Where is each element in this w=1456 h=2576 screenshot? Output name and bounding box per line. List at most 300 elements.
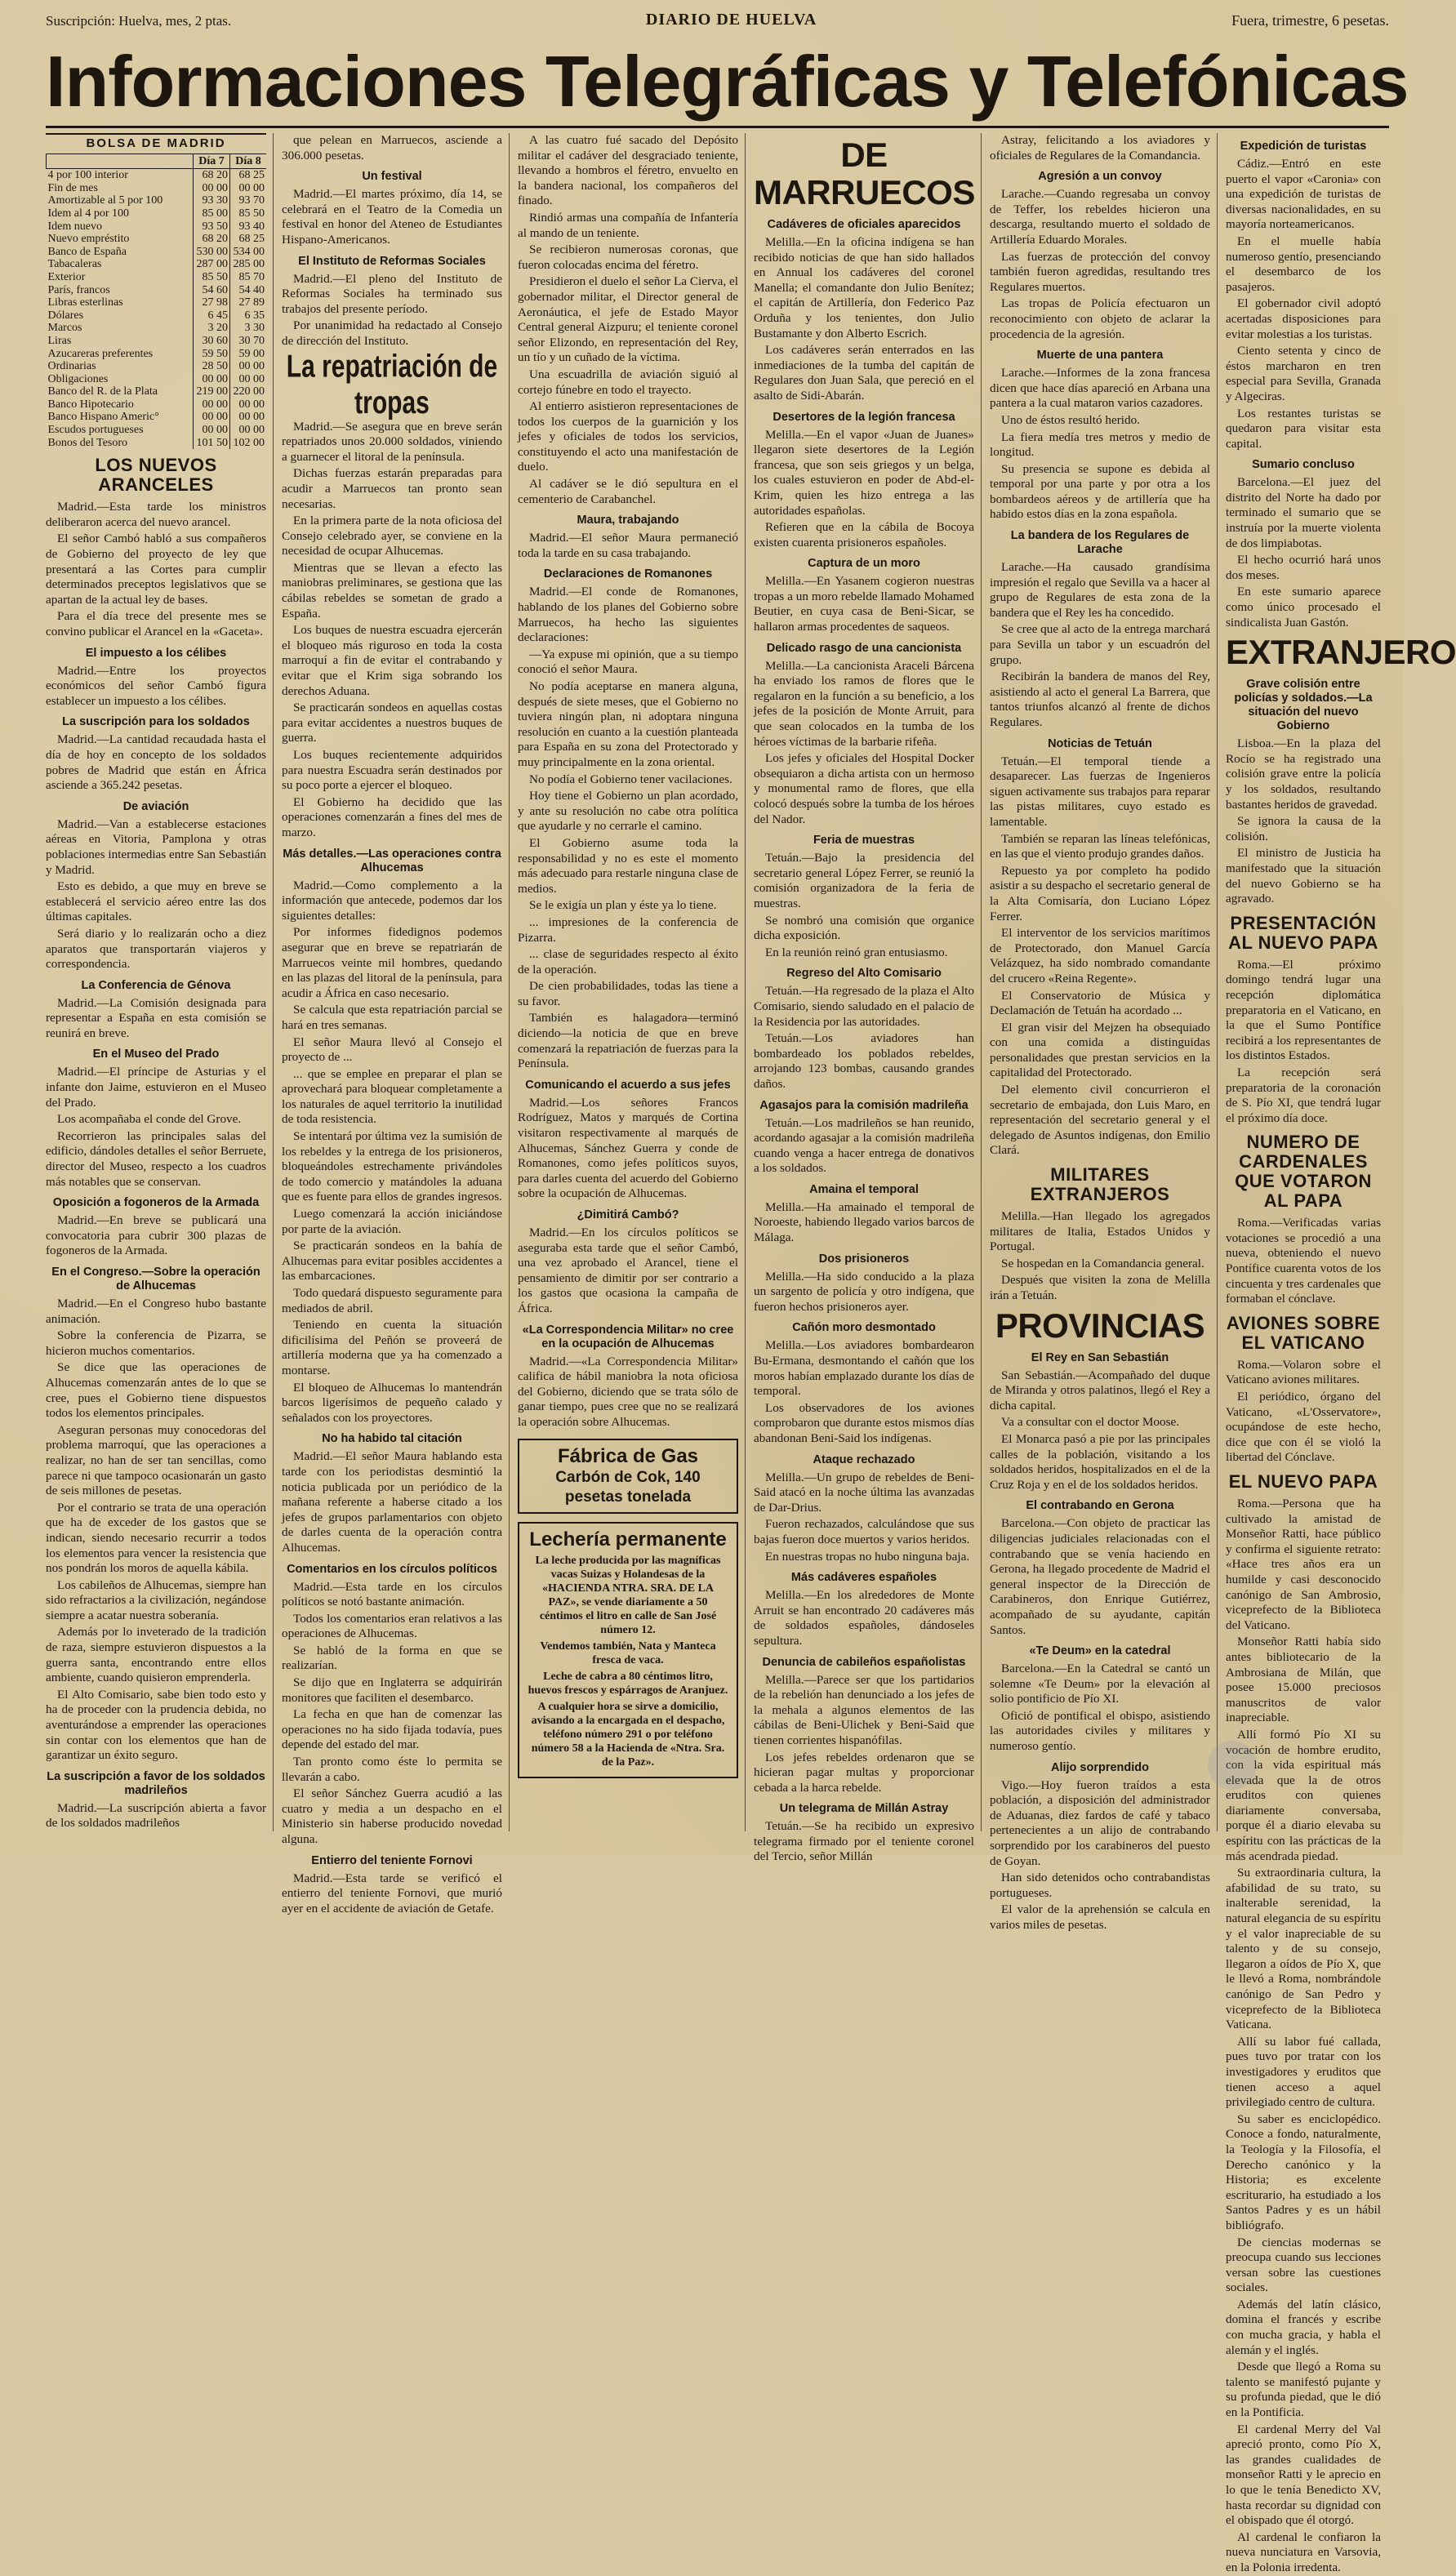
bolsa-row	[47, 411, 267, 424]
bolsa-row	[47, 437, 267, 450]
bolsa-value: 68 25	[230, 233, 267, 246]
article-paragraph: Melilla.—Ha sido conducido a la plaza un sargento de policía y otro indígena, que fueron hechos prisioneros ayer.	[754, 1269, 974, 1314]
article-heading: Noticias de Tetuán	[1048, 736, 1152, 750]
bolsa-value: 93 70	[230, 194, 267, 207]
article-paragraph: Se ignora la causa de la colisión.	[1226, 814, 1381, 843]
article-paragraph: Al entierro asistieron representaciones de todos los cuerpos de la guarnición y los jefes y oficiales de todos los servicios, constituyendo el acto una manifestación de duelo.	[518, 399, 738, 474]
article-paragraph: Se practicarán sondeos en aquellas costas para evitar accidentes a nuestros buques de guerra.	[282, 701, 502, 745]
bolsa-item: Tabacaleras	[47, 258, 102, 271]
bolsa-item: Fin de mes	[47, 181, 98, 194]
article-paragraph: En la reunión reinó gran entusiasmo.	[765, 945, 948, 959]
article-heading: Comunicando el acuerdo a sus jefes	[525, 1078, 731, 1092]
article-paragraph: Madrid.—La Comisión designada para representar a España en esta comisión se reunirá en breve.	[46, 995, 266, 1040]
article-paragraph: Del elemento civil concurrieron el secretario de embajada, don Luis Maro, en representación del secretario general y el delegado de Asuntos indígenas, don Emilio Clará.	[990, 1083, 1210, 1158]
article-paragraph: Teniendo en cuenta la situación dificilísima del Peñón se proveerá de artillería moderna que ya ha comenzado a montarse.	[282, 1318, 502, 1377]
bolsa-value: 3 20	[194, 322, 230, 335]
article-paragraph: Se calcula que esta repatriación parcial se hará en tres semanas.	[282, 1003, 502, 1032]
article-paragraph: Refieren que en la cábila de Bocoya existen cuarenta prisioneros españoles.	[754, 520, 974, 549]
article-paragraph: El ministro de Justicia ha manifestado que la situación del nuevo Gobierno se ha agravado.	[1226, 846, 1381, 906]
article-paragraph: El hecho ocurrió hará unos dos meses.	[1226, 553, 1381, 582]
article-paragraph: Cádiz.—Entró en este puerto el vapor «Caronia» con una expedición de turistas de diversas nacionalidades, en su mayoría norteamericanos.	[1226, 157, 1381, 232]
article-paragraph: Será diario y lo realizarán ocho a diez aparatos que transportarán viajeros y correspondencia.	[46, 926, 266, 972]
article-paragraph: La fiera medía tres metros y medio de longitud.	[990, 429, 1210, 460]
article-heading: No ha habido tal citación	[322, 1432, 462, 1446]
article-heading: Expedición de turistas	[1240, 140, 1367, 153]
article-heading: Maura, trabajando	[577, 514, 679, 527]
bolsa-value: 85 00	[194, 207, 230, 220]
bolsa-value: 27 98	[194, 296, 230, 309]
article-heading: Ataque rechazado	[813, 1453, 915, 1466]
article-paragraph: Ofició de pontifical el obispo, asistiendo las autoridades civiles y militares y numeroso gentío.	[990, 1708, 1210, 1754]
bolsa-item: París, francos	[47, 283, 110, 296]
bolsa-row	[47, 424, 267, 437]
article-heading: Dos prisioneros	[818, 1252, 910, 1266]
article-heading: Comentarios en los círculos políticos	[287, 1562, 497, 1576]
article-paragraph: La recepción será preparatoria de la coronación de S. Pío XI, que tendrá lugar el próximo día doce.	[1226, 1065, 1381, 1125]
article-paragraph: Allí formó Pío XI su vocación de hombre erudito, con la vida espiritual más elevada que la de otros eruditos con quienes diariamente conversaba, porque él a diario elevaba su espíritu con las prácticas de la más acendrada piedad.	[1226, 1727, 1381, 1863]
section-heading: La repatriación de tropas	[286, 349, 498, 420]
article-paragraph: Su presencia se supone es debida al temporal por una parte y por otra a los bombardeos aéreos y de artillería que ha habido estos días en la zona española.	[990, 461, 1210, 522]
article-paragraph: Melilla.—Los aviadores bombardearon Bu-Ermana, desmontando el cañón que los moros habían emplazado durante los días de temporal.	[754, 1338, 974, 1399]
column-5	[990, 133, 1218, 1932]
article-paragraph: Tetuán.—Bajo la presidencia del secretario general López Ferrer, se reunió la comisión organizadora de la feria de muestras.	[754, 851, 974, 910]
article-paragraph: Monseñor Ratti había sido antes bibliotecario de la Ambrosiana de Milán, que posee 15.000 preciosos manuscritos de valor inapreciable.	[1226, 1635, 1381, 1725]
article-paragraph: Tetuán.—Se ha recibido un expresivo telegrama firmado por el teniente coronel del Tercio, señor Millán	[754, 1819, 974, 1864]
article-paragraph: Melilla.—En Yasanem cogieron nuestras tropas a un moro rebelde llamado Mohamed Beutier, en cuya casa de Beni-Sicar, se hallaron armas procedentes de saqueos.	[754, 574, 974, 634]
dairy-ad	[518, 1522, 738, 1778]
article-paragraph: ... que se emplee en preparar el plan se aprovechará para bloquear completamente a los naturales de aquel territorio la inutilidad de toda resistencia.	[282, 1066, 502, 1127]
bolsa-row	[47, 360, 267, 373]
article-heading: El impuesto a los célibes	[85, 646, 227, 660]
article-paragraph: Los cabileños de Alhucemas, siempre han sido refractarios a la civilización, negándose siempre a acatar nuestra soberanía.	[46, 1577, 266, 1622]
section-heading: LOS NUEVOS ARANCELES	[95, 455, 217, 496]
article-paragraph: Madrid.—Esta tarde se verificó el entierro del teniente Fornovi, que murió ayer en el accidente de aviación de Getafe.	[282, 1871, 502, 1915]
article-heading: Agresión a un convoy	[1038, 170, 1162, 184]
bolsa-item: Banco del R. de la Plata	[47, 385, 158, 398]
article-paragraph: Se dijo que en Inglaterra se adquirirán monitores que faciliten el desembarco.	[282, 1675, 502, 1705]
bolsa-item: Banco Hipotecario	[47, 398, 134, 411]
article-paragraph: Se cree que al acto de la entrega marchará para Sevilla un tabor y un escuadrón del grupo.	[990, 622, 1210, 667]
bolsa-row	[47, 385, 267, 398]
article-paragraph: Madrid.—El martes próximo, día 14, se celebrará en el Teatro de la Comedia un festival en honor del Ateneo de Estudiantes Hispano-Americanos.	[282, 187, 502, 247]
article-heading: Cadáveres de oficiales aparecidos	[767, 218, 961, 231]
bolsa-value: 220 00	[230, 385, 267, 398]
article-paragraph: También se reparan las líneas telefónicas, en las que el viento produjo grandes daños.	[990, 831, 1210, 861]
article-paragraph: Los jefes rebeldes ordenaron que se hicieran pagar multas y proporcionar cebada a la harca rebelde.	[754, 1750, 974, 1795]
bolsa-item: Idem al 4 por 100	[47, 207, 130, 220]
bolsa-row	[47, 322, 267, 335]
bolsa-value: 101 50	[194, 437, 230, 450]
article-paragraph: Esto es debido, a que muy en breve se establecerá el servicio aéreo entre las dos últimas capitales.	[46, 879, 266, 924]
bolsa-value: 287 00	[194, 258, 230, 271]
bolsa-value: 68 25	[230, 169, 267, 182]
section-heading: DE MARRUECOS	[754, 136, 975, 211]
article-paragraph: Luego comenzará la acción iniciándose por parte de la aviación.	[282, 1207, 502, 1236]
article-paragraph: De ciencias modernas se preocupa cuando sus lecciones versan sobre las cuestiones sociales.	[1226, 2235, 1381, 2295]
article-paragraph: Tetuán.—Ha regresado de la plaza el Alto Comisario, siendo saludado en el palacio de la Residencia por las autoridades.	[754, 984, 974, 1029]
article-paragraph: Al cardenal le confiaron la nueva nunciatura en Varsovia, en la Polonia irredenta.	[1226, 2529, 1381, 2574]
bolsa-value: 00 00	[230, 398, 267, 412]
section-heading: AVIONES SOBRE EL VATICANO	[1226, 1312, 1381, 1353]
article-paragraph: Madrid.—Los señores Francos Rodríguez, Matos y marqués de Cortina visitaron respectivamente al marqués de Alhucemas, Sánchez Guerra y conde de Romanones, como jefes políticos suyos, para darles cuenta del acuerdo del Gobierno sobre la ocupación de Alhucemas.	[518, 1095, 738, 1201]
bolsa-value: 3 30	[230, 322, 267, 335]
bolsa-value: 00 00	[194, 424, 230, 437]
article-paragraph: Los restantes turistas se quedaron para visitar esta capital.	[1226, 406, 1381, 451]
article-paragraph: Vigo.—Hoy fueron traídos a esta población, a disposición del administrador de Aduanas, diez fardos de café y tabaco pertenecientes a un alijo de contrabando sorprendido por los carabineros del puesto de Goyan.	[990, 1777, 1210, 1868]
bolsa-value: 00 00	[230, 424, 267, 437]
column-2	[282, 133, 510, 1915]
article-paragraph: Madrid.—En los círculos políticos se aseguraba esta tarde que el señor Cambó, una vez aprobado el Arancel, tiene el pensamiento de dimitir por ser contrario a los gastos que ocasiona la campaña de África.	[518, 1226, 738, 1315]
article-paragraph: Han sido detenidos ocho contrabandistas portugueses.	[990, 1871, 1210, 1900]
article-paragraph: Melilla.—Parece ser que los partidarios de la rebelión han denunciado a los jefes de la mehala a algunos elementos de las cábilas de Beni-Ulichek y Beni-Said que tienen corrientes hispanófilas.	[754, 1672, 974, 1747]
ad-subtitle: Carbón de Cok, 140 pesetas tonelada	[555, 1468, 701, 1506]
article-paragraph: Madrid.—La suscripción abierta a favor de los soldados madrileños	[46, 1800, 266, 1831]
article-paragraph: El señor Maura llevó al Consejo el proyecto de ...	[282, 1034, 502, 1065]
article-paragraph: El Alto Comisario, sabe bien todo esto y ha de proceder con la prudencia debida, no aventurándose a emprender las operaciones sin contar con los elementos que han de garantizar un éxito seguro.	[46, 1687, 266, 1763]
article-paragraph: Al cadáver se le dió sepultura en el cementerio de Carabanchel.	[518, 477, 738, 506]
ad-line: La leche producida por las magníficas vacas Suizas y Holandesas de la «HACIENDA NTRA. SRA. DE LA PAZ», se vende diariamente a 50 céntimos el litro en calle de San José número 12.	[535, 1554, 721, 1636]
article-heading: Denuncia de cabileños españolistas	[762, 1655, 966, 1669]
article-paragraph: El periódico, órgano del Vaticano, «L'Osservatore», ocupándose de este hecho, dice que con él se violó la libertad del Cónclave.	[1226, 1390, 1381, 1465]
article-paragraph: Se recibieron numerosas coronas, que fueron colocadas encima del féretro.	[518, 242, 738, 272]
bolsa-value: 59 50	[194, 348, 230, 361]
bolsa-row	[47, 220, 267, 234]
article-paragraph: Madrid.—El pleno del Instituto de Reformas Sociales ha terminado sus trabajos del presente período.	[282, 271, 502, 316]
bolsa-value: 530 00	[194, 246, 230, 259]
article-paragraph: San Sebastián.—Acompañado del duque de Miranda y otros palatinos, llegó el Rey a dicha capital.	[990, 1368, 1210, 1413]
article-paragraph: Se le exigía un plan y éste ya lo tiene.	[529, 898, 717, 913]
article-paragraph: Recorrieron las principales salas del edificio, dándoles detalles el señor Berruete, director del Museo, respecto a los cuadros más notables que se conservan.	[46, 1128, 266, 1189]
article-paragraph: Uno de éstos resultó herido.	[1001, 412, 1140, 427]
article-paragraph: Lisboa.—En la plaza del Rocío se ha registrado una colisión grave entre la policía y los soldados, resultando bastantes heridos de gravedad.	[1226, 736, 1381, 812]
article-paragraph: Melilla.—En los alrededores de Monte Arruit se han encontrado 20 cadáveres más de soldados españoles, dándoseles sepultura.	[754, 1588, 974, 1648]
article-heading: Captura de un moro	[808, 557, 920, 571]
article-paragraph: Todo quedará dispuesto seguramente para mediados de abril.	[282, 1286, 502, 1315]
article-paragraph: Barcelona.—Con objeto de practicar las diligencias judiciales relacionadas con el contrabando que se venía haciendo en Gerona, ha llegado procedente de Madrid el general inspector de la Dirección de Carabineros, don Enrique Gutiérrez, acompañado de su ayudante, capitán Santos.	[990, 1516, 1210, 1637]
article-heading: El contrabando en Gerona	[1026, 1499, 1174, 1513]
bolsa-value: 68 20	[194, 169, 230, 182]
article-heading: La suscripción a favor de los soldados madrileños	[47, 1769, 265, 1797]
article-paragraph: Madrid.—Esta tarde los ministros deliberaron acerca del nuevo arancel.	[46, 500, 266, 529]
bolsa-row	[47, 182, 267, 195]
article-heading: «Te Deum» en la catedral	[1029, 1644, 1171, 1658]
bolsa-row	[47, 258, 267, 271]
article-paragraph: Melilla.—En la oficina indígena se han recibido noticias de que han sido hallados en Annual los cadáveres del coronel Manella; el comandante don Julio Benítez; el capitán de Artillería, don Federico Paz Orduña y los tenientes, don Julio Bustamante y don Alberto Escrich.	[754, 235, 974, 340]
bolsa-row	[47, 246, 267, 259]
bolsa-value: 54 60	[194, 284, 230, 297]
bolsa-value: 93 50	[194, 220, 230, 234]
article-paragraph: ... impresiones de la conferencia de Pizarra.	[518, 914, 738, 945]
article-paragraph: También es halagadora—terminó diciendo—la noticia de que en breve comenzará la repatriación de fuerzas para la Península.	[518, 1011, 738, 1071]
bolsa-value: 219 00	[194, 385, 230, 398]
bolsa-value: 00 00	[194, 182, 230, 195]
article-paragraph: Desde que llegó a Roma su talento se manifestó pujante y su profunda piedad, que le dió en la Pontificia.	[1226, 2360, 1381, 2420]
article-heading: La Conferencia de Génova	[81, 978, 231, 992]
article-heading: Más cadáveres españoles	[790, 1571, 937, 1585]
section-heading: PRESENTACIÓN AL NUEVO PAPA	[1228, 912, 1378, 953]
bolsa-row	[47, 309, 267, 323]
bolsa-item: Liras	[47, 334, 72, 347]
article-paragraph: Roma.—Volaron sobre el Vaticano aviones militares.	[1226, 1357, 1381, 1387]
article-paragraph: Su extraordinaria cultura, la afabilidad de su trato, su inalterable serenidad, la natural elegancia de su espíritu y el valor inapreciable de su talento y de su consejo, llegaron a oídos de Pío X, que le llevó a Roma, nombrándole canónigo de San Pedro y viceprefecto de la Biblioteca Vaticana.	[1226, 1866, 1381, 2032]
price-note: Fuera, trimestre, 6 pesetas.	[1231, 12, 1389, 29]
column-1	[46, 133, 274, 1831]
bolsa-row	[47, 296, 267, 309]
bolsa-row	[47, 348, 267, 361]
article-heading: En el Museo del Prado	[92, 1048, 220, 1061]
article-paragraph: Madrid.—El conde de Romanones, hablando de los planes del Gobierno sobre Marruecos, ha hecho las siguientes declaraciones:	[518, 585, 738, 645]
article-heading: Oposición a fogoneros de la Armada	[52, 1196, 260, 1210]
bolsa-value: 00 00	[194, 373, 230, 386]
bolsa-header-row	[47, 154, 267, 169]
ad-line: Vendemos también, Nata y Manteca fresca de vaca.	[540, 1639, 716, 1666]
article-heading: ¿Dimitirá Cambó?	[577, 1208, 679, 1221]
article-paragraph: Se hospedan en la Comandancia general.	[1001, 1256, 1204, 1270]
article-heading: «La Correspondencia Militar» no cree en la ocupación de Alhucemas	[522, 1323, 734, 1350]
article-paragraph: Los jefes y oficiales del Hospital Docker obsequiaron a dicha artista con un hermoso y monumental ramo de flores, que ella colocó después sobre la tumba de los héroes del Nador.	[754, 751, 974, 826]
bolsa-item: Banco Hispano Americ°	[47, 411, 159, 424]
article-heading: En el Congreso.—Sobre la operación de Alhucemas	[51, 1266, 260, 1292]
article-paragraph: Madrid.—Se asegura que en breve serán repatriados unos 20.000 soldados, viniendo a guarnecer el litoral de la península.	[282, 419, 502, 464]
article-heading: Delicado rasgo de una cancionista	[766, 641, 962, 655]
bolsa-row	[47, 271, 267, 284]
article-paragraph: Madrid.—«La Correspondencia Militar» califica de hábil maniobra la nota oficiosa del Gobierno, diciendo que se trata sólo de ganar tiempo, pues cree que no se realizará la operación sobre Alhucemas.	[518, 1354, 738, 1429]
section-heading: MILITARES EXTRANJEROS	[1030, 1164, 1170, 1205]
article-heading: Regreso del Alto Comisario	[786, 967, 942, 981]
article-paragraph: Dichas fuerzas estarán preparadas para acudir a Marruecos tan pronto sean necesarias.	[282, 466, 502, 511]
article-paragraph: Una escuadrilla de aviación siguió al cortejo fúnebre en todo el trayecto.	[518, 367, 738, 397]
article-paragraph: El interventor de los servicios marítimos de Protectorado, don Manuel García Velázquez, ha sido nombrado comandante del crucero «Reina Regente».	[990, 926, 1210, 985]
paper-name: DIARIO DE HUELVA	[645, 11, 817, 29]
article-paragraph: Roma.—Persona que ha cultivado la amistad de Monseñor Ratti, hace público y confirma el siguiente retrato: «Hace tres años era un humilde y casi desconocido canónigo de San Ambrosio, viceprefecto de la Biblioteca del Vaticano.	[1226, 1497, 1381, 1632]
article-paragraph: Se intentará por última vez la sumisión de los rebeldes y la entrega de los prisioneros, bloqueándoles estrechamente privándoles de todo comercio y matándoles la aduana que es fuente para ellos de grandes ingresos.	[282, 1129, 502, 1204]
bolsa-row	[47, 207, 267, 220]
article-paragraph: El Gobierno ha decidido que las operaciones comenzarán a fines del mes de marzo.	[282, 794, 502, 839]
article-paragraph: Roma.—El próximo domingo tendrá lugar una recepción diplomática preparatoria en el Vaticano, en la que el Sumo Pontífice recibirá a los representantes de los distintos Estados.	[1226, 957, 1381, 1063]
bolsa-value: 102 00	[230, 437, 267, 450]
article-heading: Cañón moro desmontado	[792, 1321, 936, 1335]
article-paragraph: En este sumario aparece como único procesado el sindicalista Juan Gastón.	[1226, 585, 1381, 630]
article-paragraph: Presidieron el duelo el señor La Cierva, el gobernador militar, el Director general de Aeronáutica, el jefe de Estado Mayor Central general Aizpuru; el teniente coronel señor Elizondo, en representación del Rey, un tío y un cuñado de la víctima.	[518, 274, 738, 365]
bolsa-header-blank	[47, 154, 194, 169]
article-paragraph: Los buques de nuestra escuadra ejercerán el bloqueo más riguroso en toda la costa marroquí a fin de evitar el contrabando y evitar que el Krim siga sobrando los derechos Aduana.	[282, 623, 502, 698]
bolsa-item: Libras esterlinas	[47, 296, 123, 309]
article-heading: Desertores de la legión francesa	[773, 410, 955, 424]
article-paragraph: En nuestras tropas no hubo ninguna baja.	[765, 1549, 970, 1564]
bolsa-value: 00 00	[194, 398, 230, 412]
bolsa-value: 85 70	[230, 271, 267, 284]
article-paragraph: Madrid.—Esta tarde en los círculos políticos se notó bastante animación.	[282, 1579, 502, 1609]
article-paragraph: Los acompañaba el conde del Grove.	[57, 1112, 242, 1127]
article-paragraph: Los buques recientemente adquiridos para nuestra Escuadra serán destinados por su poco porte a ejercer el bloqueo.	[282, 748, 502, 793]
article-heading: De aviación	[122, 799, 189, 813]
article-paragraph: El Monarca pasó a pie por las principales calles de la población, visitando a los soldados heridos, hospitalizados en el de la Cruz Roja y en el de los soldados heridos.	[990, 1431, 1210, 1492]
article-paragraph: Tetuán.—Los aviadores han bombardeado los poblados rebeldes, arrojando 123 bombas, causando grandes daños.	[754, 1031, 974, 1091]
article-paragraph: Fueron rechazados, calculándose que sus bajas fueron doce muertos y varios heridos.	[754, 1517, 974, 1546]
article-heading: Alijo sorprendido	[1050, 1760, 1150, 1774]
article-paragraph: Se dice que las operaciones de Alhucemas comenzarán antes de lo que se cree, pues el Gobierno tiene dispuestos todos los elementos principales.	[46, 1360, 266, 1421]
article-paragraph: El gobernador civil adoptó acertadas disposiciones para evitar molestias a los turistas.	[1226, 296, 1381, 341]
section-heading: PROVINCIAS	[995, 1306, 1205, 1345]
article-paragraph: El gran visir del Mejzen ha obsequiado con una comida a distinguidas personalidades que prestan servicios en la capitalidad del Protectorado.	[990, 1020, 1210, 1080]
article-paragraph: El cardenal Merry del Val apreció pronto, como Pío X, las grandes cualidades de monseñor Ratti y le aprecio en lo que le tenía Benedicto XV, hasta recordar su dignidad con el obispado que él otorgó.	[1226, 2422, 1381, 2528]
bolsa-value: 00 00	[230, 182, 267, 195]
subscription-note: Suscripción: Huelva, mes, 2 ptas.	[46, 13, 232, 29]
bolsa-value: 00 00	[230, 360, 267, 373]
ad-line: A cualquier hora se sirve a domicilio, avisando a la encargada en el despacho, teléfono número 291 o por teléfono número 58 a la Hacienda de «Ntra. Sra. de la Paz».	[531, 1700, 725, 1768]
article-heading: Sumario concluso	[1252, 458, 1355, 472]
bolsa-row	[47, 398, 267, 412]
article-paragraph: Repuesto ya por completo ha podido asistir a su despacho el secretario general de la Alta Comisaría, don Luciano López Ferrer.	[990, 863, 1210, 923]
article-heading: El Rey en San Sebastián	[1031, 1350, 1169, 1364]
column-4	[754, 133, 982, 1864]
library-stamp	[1208, 1741, 1257, 1790]
article-paragraph: Además del latín clásico, domina el francés y escribe con mucha gracia, y habla el alemán y el inglés.	[1226, 2297, 1381, 2357]
article-paragraph: Su saber es enciclopédico. Conoce a fondo, naturalmente, la Teología y la Filosofía, el Derecho canónico y la Historia; es excelente escriturario, ha estudiado a los Santos Padres y es un hábil bibliógrafo.	[1226, 2111, 1381, 2232]
bolsa-value: 28 50	[194, 360, 230, 373]
article-paragraph: Rindió armas una compañía de Infantería al mando de un teniente.	[518, 210, 738, 240]
article-paragraph: —Ya expuse mi opinión, que a su tiempo conoció el señor Maura.	[518, 647, 738, 677]
bolsa-item: Escudos portugueses	[47, 424, 144, 437]
bolsa-value: 59 00	[230, 348, 267, 361]
article-paragraph: Se practicarán sondeos en la bahía de Alhucemas para evitar posibles accidentes a las embarcaciones.	[282, 1239, 502, 1284]
article-paragraph: Melilla.—Han llegado los agregados militares de Italia, Estados Unidos y Portugal.	[990, 1209, 1210, 1254]
bolsa-item: Idem nuevo	[47, 220, 102, 233]
section-heading: EL NUEVO PAPA	[1228, 1471, 1378, 1492]
article-paragraph: No podía aceptarse en manera alguna, después de siete meses, que el Gobierno no tuviera ningún plan, ni adoptara ninguna resolución en cuanto a la cuestión planteada para España en su zona del Protectorado y muy principalmente en la zona oriental.	[518, 679, 738, 769]
bolsa-item: Marcos	[47, 322, 82, 335]
article-paragraph: A las cuatro fué sacado del Depósito militar el cadáver del desgraciado teniente, llevando a hombros el féretro, envuelto en la bandera nacional, los compañeros del finado.	[518, 133, 738, 208]
article-paragraph: Los observadores de los aviones comprobaron que durante estos mismos días abandonan Beni-Said los indígenas.	[754, 1400, 974, 1445]
article-paragraph: De cien probabilidades, todas las tiene a su favor.	[518, 979, 738, 1008]
bolsa-item: Ordinarias	[47, 360, 96, 373]
article-paragraph: En la primera parte de la nota oficiosa del Consejo celebrado ayer, se conviene en la necesidad de ocupar Alhucemas.	[282, 514, 502, 558]
article-paragraph: Barcelona.—El juez del distrito del Norte ha dado por terminado el sumario que se instruía por la muerte violenta de dos limpiabotas.	[1226, 475, 1381, 550]
bolsa-row	[47, 373, 267, 386]
article-heading: Muerte de una pantera	[1036, 349, 1164, 363]
bolsa-value: 68 20	[194, 233, 230, 246]
article-paragraph: El bloqueo de Alhucemas lo mantendrán barcos ligerísimos de pequeño calado y señalados con los proyectores.	[282, 1380, 502, 1425]
bolsa-item: Bonos del Tesoro	[47, 436, 128, 449]
masthead	[46, 8, 1389, 29]
article-paragraph: Todos los comentarios eran relativos a las operaciones de Alhucemas.	[282, 1611, 502, 1641]
article-paragraph: Madrid.—La cantidad recaudada hasta el día de hoy en concepto de los soldados pobres de Madrid que están en África asciende a 365.242 pesetas.	[46, 732, 266, 793]
bolsa-item: Azucareras preferentes	[47, 347, 154, 360]
article-paragraph: Allí su labor fué callada, pues tuvo por tratar con los investigadores y eruditos que tienen acceso a aquel privilegiado centro de cultura.	[1226, 2034, 1381, 2110]
article-paragraph: Se nombró una comisión que organice dicha exposición.	[754, 913, 974, 943]
bolsa-header-day8: Día 8	[230, 154, 267, 169]
bolsa-value: 93 40	[230, 220, 267, 234]
article-paragraph: que pelean en Marruecos, asciende a 306.000 pesetas.	[282, 133, 502, 162]
article-paragraph: Después que visiten la zona de Melilla irán a Tetuán.	[990, 1273, 1210, 1302]
bolsa-value: 6 45	[194, 309, 230, 323]
bolsa-value: 6 35	[230, 309, 267, 323]
article-paragraph: Por informes fidedignos podemos asegurar que en breve se repatriarán de Marruecos veinte mil hombres, quedando en las plazas del litoral de la península, para acudir a África en caso necesario.	[282, 925, 502, 1000]
article-paragraph: Sobre la conferencia de Pizarra, se hicieron muchos comentarios.	[46, 1328, 266, 1358]
article-paragraph: Tetuán.—El temporal tiende a desaparecer. Las fuerzas de Ingenieros siguen activamente sus trabajos para reparar las pistas militares, cuyo estado es lamentable.	[990, 754, 1210, 829]
article-paragraph: En el muelle había numeroso gentío, presenciando el desembarco de los pasajeros.	[1226, 234, 1381, 294]
article-paragraph: Madrid.—Van a establecerse estaciones aéreas en Vitoria, Pamplona y otras poblaciones intermedias entre San Sebastián y Madrid.	[46, 816, 266, 877]
gas-factory-ad	[518, 1439, 738, 1514]
bolsa-value: 30 70	[230, 335, 267, 348]
article-paragraph: Larache.—Informes de la zona francesa dicen que hace días apareció en Arbana una pantera a la cual mataron varios cazadores.	[990, 366, 1210, 411]
article-paragraph: Tetuán.—Los madrileños se han reunido, acordando agasajar a la comisión madrileña cuando venga a hacer entrega de donativos a los soldados.	[754, 1115, 974, 1176]
article-paragraph: ... clase de seguridades respecto al éxito de la operación.	[518, 947, 738, 977]
article-paragraph: Hoy tiene el Gobierno un plan acordado, y ante su resolución no cabe otra política que ayudarle y no cerrarle el camino.	[518, 789, 738, 834]
article-paragraph: Se habló de la forma en que se realizarían.	[282, 1643, 502, 1673]
article-paragraph: Ciento setenta y cinco de éstos marcharon en tren especial para Sevilla, Granada y Algeciras.	[1226, 344, 1381, 403]
article-paragraph: Además por lo inveterado de la tradición de raza, siempre estuvieron dispuestos a la guerra santa, encontrando entre ellos ambiente, cuando quisieron emprenderla.	[46, 1625, 266, 1685]
article-paragraph: El señor Sánchez Guerra acudió a las cuatro y media a un despacho en el Ministerio sin haberse producido novedad alguna.	[282, 1786, 502, 1846]
bolsa-value: 93 30	[194, 194, 230, 207]
article-paragraph: Madrid.—El señor Maura hablando esta tarde con los periodistas desmintió la noticia publicada por un periódico de la mañana referente a haberse citado a los jefes de grupos parlamentarios con objeto de darles cuenta de la operación contra Alhucemas.	[282, 1449, 502, 1555]
article-paragraph: Madrid.—El señor Maura permaneció toda la tarde en su casa trabajando.	[518, 531, 738, 560]
bolsa-item: Banco de España	[47, 245, 127, 258]
article-paragraph: Larache.—Cuando regresaba un convoy de Teffer, los rebeldes hicieron una descarga, resultando muerto el soldado de Artillería Eduardo Morales.	[990, 187, 1210, 247]
bolsa-row	[47, 169, 267, 182]
bolsa-value: 285 00	[230, 258, 267, 271]
bolsa-title: BOLSA DE MADRID	[46, 133, 266, 154]
article-paragraph: El señor Cambó habló a sus compañeros de Gobierno del proyecto de ley que presentará a las Cortes para cumplir determinados preceptos legislativos que se apartan de la actual ley de bases.	[46, 532, 266, 607]
ad-line: Leche de cabra a 80 céntimos litro, huevos frescos y espárragos de Aranjuez.	[528, 1670, 728, 1697]
article-paragraph: Melilla.—Ha amainado el temporal de Noroeste, habiendo llegado varios barcos de Málaga.	[754, 1199, 974, 1245]
section-heading: NUMERO DE CARDENALES QUE VOTARON AL PAPA	[1235, 1132, 1372, 1212]
article-heading: Amaina el temporal	[809, 1182, 919, 1196]
article-heading: Un telegrama de Millán Astray	[779, 1802, 949, 1816]
bolsa-item: Nuevo empréstito	[47, 233, 130, 246]
article-paragraph: Roma.—Verificadas varias votaciones se procedió a una nueva, obteniendo el nuevo Pontífice cuarenta votos de los cincuenta y tres cardenales que formaban el cónclave.	[1226, 1216, 1381, 1306]
article-paragraph: Melilla.—La cancionista Araceli Bárcena ha enviado los ramos de flores que le regalaron en la función a su beneficio, a los jefes de la posición de Monte Arruit, para que sean colocados en la tumba de los héroes víctimas de la barbarie rifeña.	[754, 658, 974, 749]
bolsa-value: 27 89	[230, 296, 267, 309]
article-heading: La bandera de los Regulares de Larache	[1010, 529, 1190, 557]
ad-title: Fábrica de Gas	[557, 1444, 699, 1467]
article-paragraph: Tan pronto como éste lo permita se llevarán a cabo.	[282, 1755, 502, 1784]
column-3	[518, 133, 746, 1831]
article-paragraph: El Gobierno asume toda la responsabilidad y no es este el momento más adecuado para restarle ninguna clase de medios.	[518, 835, 738, 896]
article-paragraph: Barcelona.—En la Catedral se cantó un solemne «Te Deum» por la elevación al solio pontificio de Pío XI.	[990, 1662, 1210, 1706]
bolsa-header-day7: Día 7	[194, 154, 230, 169]
bolsa-row	[47, 335, 267, 348]
article-paragraph: Las fuerzas de protección del convoy también fueron agredidas, resultando tres Regulares muertos.	[990, 249, 1210, 294]
article-paragraph: Va a consultar con el doctor Moose.	[1001, 1415, 1180, 1430]
bolsa-value: 00 00	[194, 411, 230, 424]
article-heading: Feria de muestras	[813, 834, 915, 848]
article-paragraph: Las tropas de Policía efectuaron un reconocimiento con objeto de aclarar la procedencia de la agresión.	[990, 296, 1210, 341]
bolsa-value: 85 50	[230, 207, 267, 220]
article-paragraph: El valor de la aprehensión se calcula en varios miles de pesetas.	[990, 1902, 1210, 1932]
article-paragraph: Madrid.—Entre los proyectos económicos del señor Cambó figura establecer un impuesto a los célibes.	[46, 663, 266, 708]
columns	[46, 133, 1456, 2574]
bolsa-item: 4 por 100 interior	[47, 169, 128, 182]
article-heading: Un festival	[362, 170, 422, 184]
article-paragraph: Los cadáveres serán enterrados en las inmediaciones de la tumba del capitán de Regulares don Juan Sala, que pereció en el asalto de Sidi-Abarán.	[754, 343, 974, 403]
article-paragraph: Por el contrario se trata de una operación que ha de exceder de los gastos que se indican, siendo necesario recurrir a todos los elementos para vencer la resistencia que nos pondrán los moros de aquella kábila.	[46, 1500, 266, 1576]
bolsa-value: 00 00	[230, 373, 267, 386]
article-paragraph: Madrid.—El príncipe de Asturias y el infante don Jaime, estuvieron en el Museo del Prado.	[46, 1065, 266, 1110]
article-heading: Grave colisión entre policías y soldados.—La situación del nuevo Gobierno	[1234, 678, 1373, 733]
main-headline: Informaciones Telegráficas y Telefónicas	[46, 42, 1389, 128]
article-heading: Más detalles.—Las operaciones contra Alhucemas	[283, 847, 501, 874]
bolsa-item: Obligaciones	[47, 372, 109, 385]
bolsa-item: Amortizable al 5 por 100	[47, 194, 163, 207]
article-heading: Entierro del teniente Fornovi	[311, 1853, 473, 1867]
bolsa-value: 85 50	[194, 271, 230, 284]
article-paragraph: Melilla.—Un grupo de rebeldes de Beni-Said atacó en la noche última las avanzadas de Dar-Drius.	[754, 1470, 974, 1515]
ad-title: Lechería permanente	[529, 1528, 727, 1550]
article-paragraph: Recibirán la bandera de manos del Rey, asistiendo al acto el general La Barrera, que tantos triunfos alcanzó al frente de dichos Regulares.	[990, 670, 1210, 729]
article-paragraph: La fecha en que han de comenzar las operaciones no ha sido fijada todavía, pues depende del estado del mar.	[282, 1707, 502, 1752]
bolsa-value: 54 40	[230, 284, 267, 297]
